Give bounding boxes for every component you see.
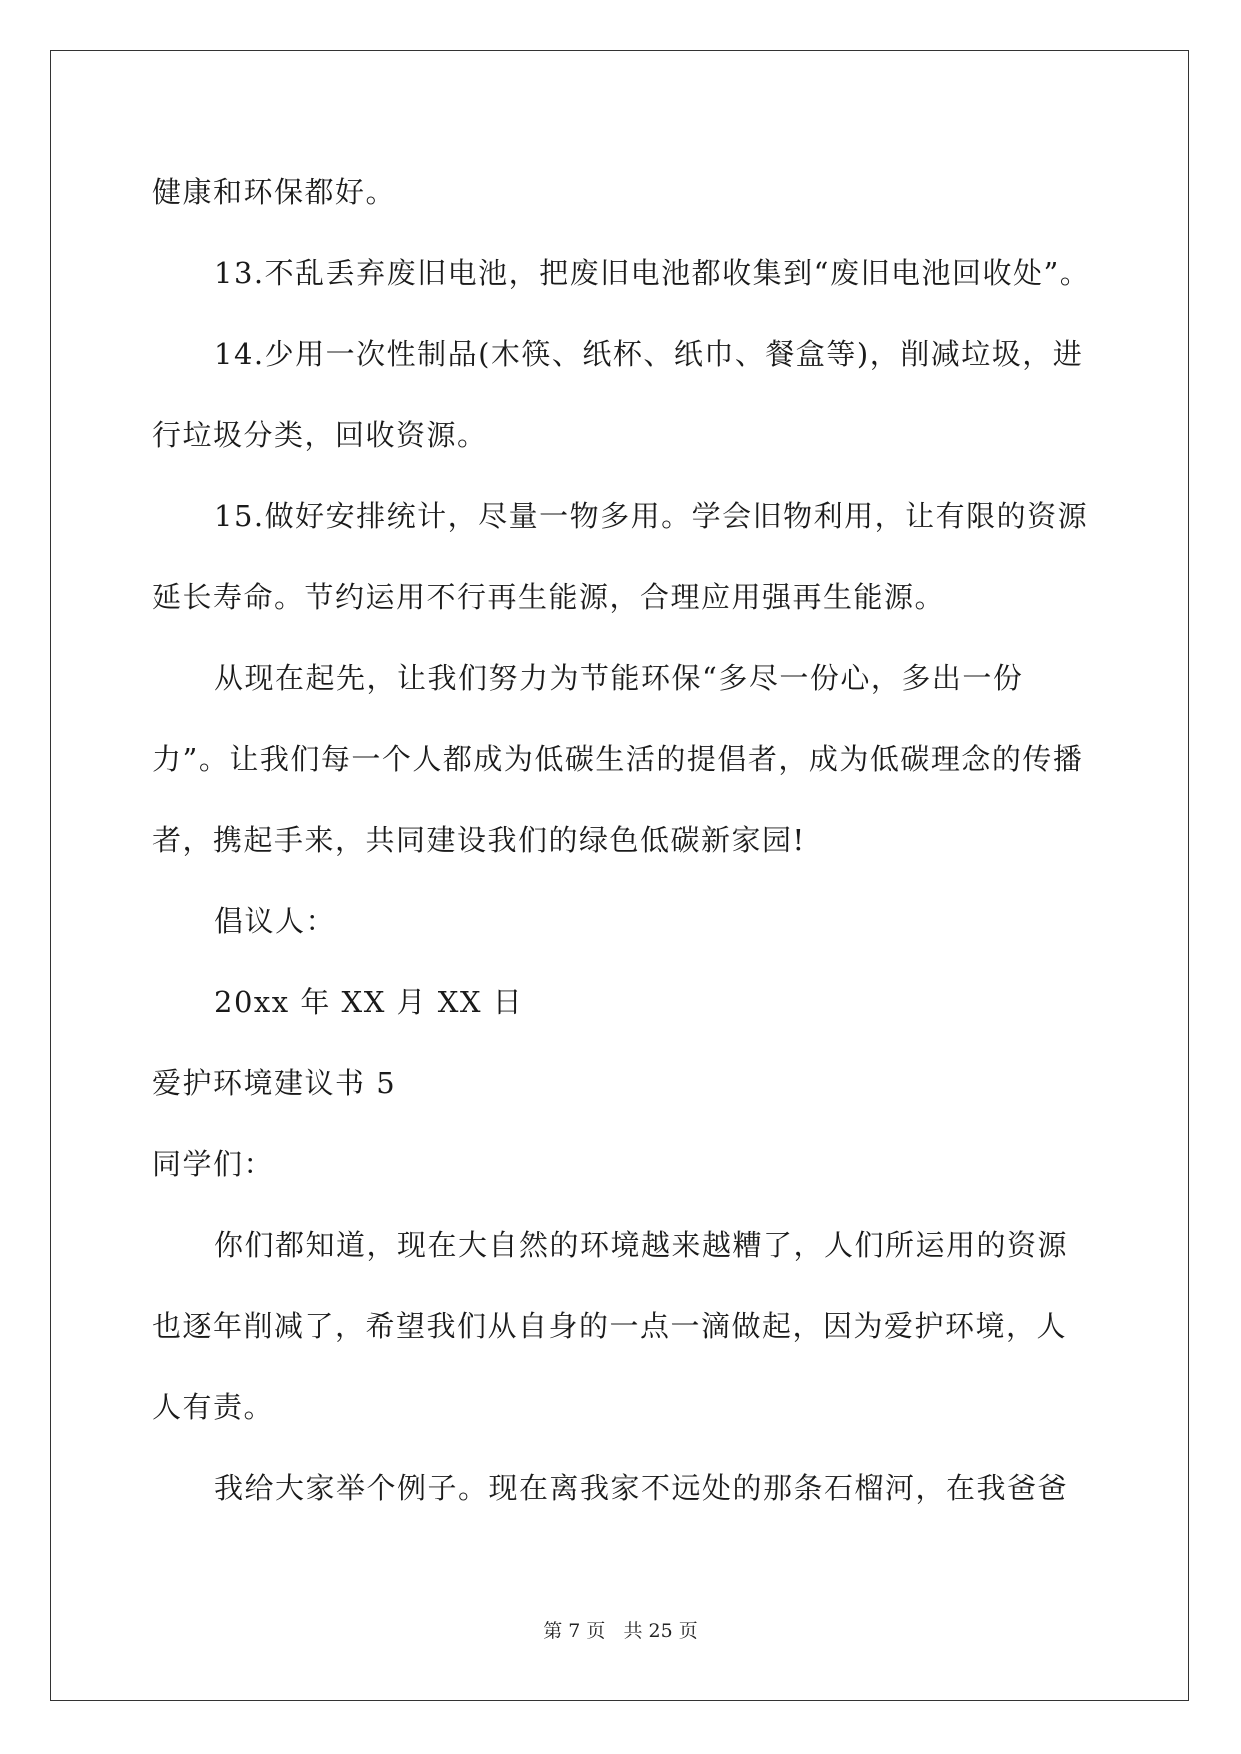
paragraph-line: 行垃圾分类，回收资源。 xyxy=(152,418,488,452)
salutation: 同学们： xyxy=(152,1147,275,1181)
page-border xyxy=(50,50,1189,1701)
paragraph-line: 我给大家举个例子。现在离我家不远处的那条石榴河，在我爸爸 xyxy=(214,1471,1069,1505)
paragraph-line: 15.做好安排统计，尽量一物多用。学会旧物利用，让有限的资源 xyxy=(214,499,1089,533)
section-title: 爱护环境建议书 5 xyxy=(152,1066,397,1100)
page-footer xyxy=(0,1619,1241,1643)
signatory-label: 倡议人： xyxy=(214,904,337,938)
paragraph-line: 也逐年削减了，希望我们从自身的一点一滴做起，因为爱护环境，人 xyxy=(152,1309,1068,1343)
paragraph-line: 健康和环保都好。 xyxy=(152,175,397,209)
paragraph-line: 延长寿命。节约运用不行再生能源，合理应用强再生能源。 xyxy=(152,580,946,614)
date-line: 20xx 年 XX 月 XX 日 xyxy=(214,985,524,1019)
paragraph-line: 力”。让我们每一个人都成为低碳生活的提倡者，成为低碳理念的传播 xyxy=(152,742,1084,776)
paragraph-line: 从现在起先，让我们努力为节能环保“多尽一份心，多出一份 xyxy=(214,661,1024,695)
page-total: 共 25 页 xyxy=(623,1620,698,1642)
page-number: 第 7 页 xyxy=(543,1620,606,1642)
paragraph-line: 13.不乱丢弃废旧电池，把废旧电池都收集到“废旧电池回收处”。 xyxy=(214,256,1091,290)
paragraph-line: 14.少用一次性制品(木筷、纸杯、纸巾、餐盒等)，削减垃圾，进 xyxy=(214,337,1084,371)
paragraph-line: 人有责。 xyxy=(152,1390,275,1424)
paragraph-line: 你们都知道，现在大自然的环境越来越糟了，人们所运用的资源 xyxy=(214,1228,1069,1262)
paragraph-line: 者，携起手来，共同建设我们的绿色低碳新家园! xyxy=(152,823,806,857)
